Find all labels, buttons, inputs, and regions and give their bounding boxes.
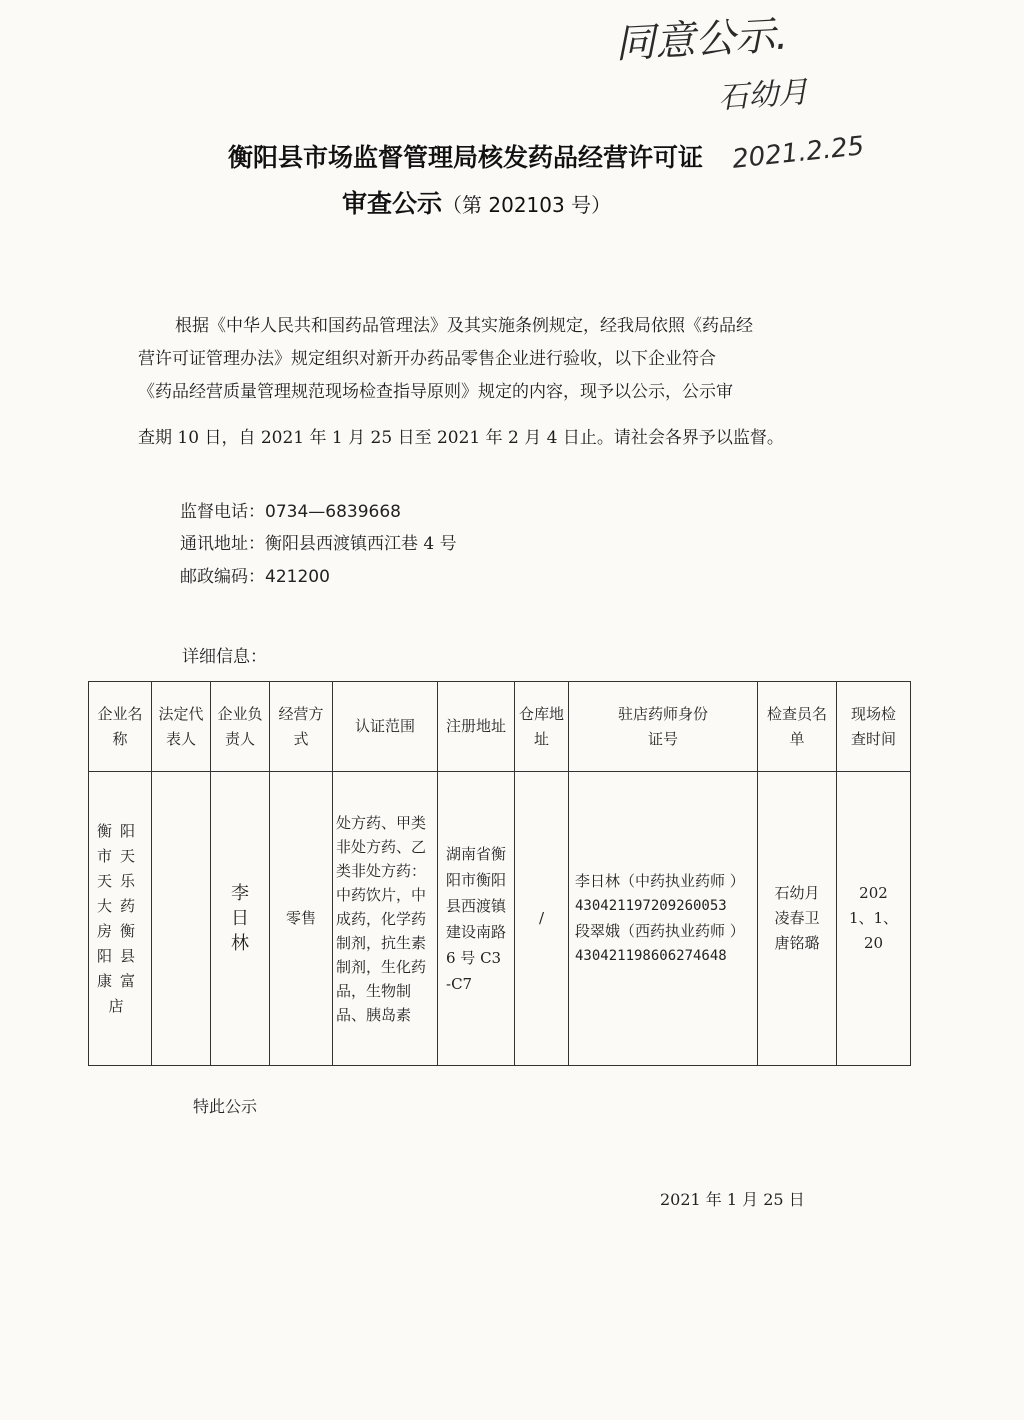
cell-inspection-time: 2021、1、20 xyxy=(837,772,911,1066)
inspector-1: 石幼月 xyxy=(774,884,820,902)
header-reg-address: 注册地址 xyxy=(438,682,515,772)
phone-value: 0734—6839668 xyxy=(265,502,401,522)
cell-pharmacist xyxy=(569,772,758,1066)
closing-text: 特此公示 xyxy=(193,1097,258,1116)
postcode-label: 邮政编码： xyxy=(180,567,265,587)
inspector-3: 唐铭璐 xyxy=(774,934,820,952)
license-table xyxy=(88,681,911,1066)
handwritten-approval: 同意公示. xyxy=(614,12,789,68)
header-pharmacist: 驻店药师身份证号 xyxy=(569,682,758,772)
address-value: 衡阳县西渡镇西江巷 4 号 xyxy=(265,534,457,554)
cell-inspectors xyxy=(758,772,837,1066)
postcode-value: 421200 xyxy=(265,567,330,587)
handwritten-signature: 石幼月 xyxy=(717,74,810,117)
body-line-2: 营许可证管理办法》规定组织对新开办药品零售企业进行验收，以下企业符合 xyxy=(138,349,716,369)
document-subtitle xyxy=(342,184,611,220)
header-business-mode: 经营方式 xyxy=(270,682,333,772)
subtitle-main: 审查公示 xyxy=(342,189,443,218)
cell-scope: 处方药、甲类非处方药、乙类非处方药：中药饮片，中成药，化学药制剂，抗生素制剂，生化药品，生物制品、胰岛素 xyxy=(333,772,438,1066)
cell-company: 衡阳市天天乐大药房衡阳县康富店 xyxy=(89,772,152,1066)
address-row xyxy=(180,530,457,558)
body-line-3: 《药品经营质量管理规范现场检查指导原则》规定的内容，现予以公示，公示审 xyxy=(138,382,733,402)
body-line-4: 查期 10 日，自 2021 年 1 月 25 日至 2021 年 2 月 4 日止。请社会各界予以监督。 xyxy=(138,428,784,448)
pharmacist-2-name: 段翠娥（西药执业药师 ） xyxy=(575,921,745,940)
header-person-in-charge: 企业负责人 xyxy=(211,682,270,772)
table-header-row xyxy=(89,682,911,772)
cell-person-in-charge: 李日林 xyxy=(211,772,270,1066)
cell-legal-rep xyxy=(152,772,211,1066)
header-inspectors: 检查员名单 xyxy=(758,682,837,772)
table-row xyxy=(89,772,911,1066)
header-inspection-time: 现场检查时间 xyxy=(837,682,911,772)
header-scope: 认证范围 xyxy=(333,682,438,772)
subtitle-number: （第 202103 号） xyxy=(442,193,612,217)
inspector-2: 凌春卫 xyxy=(774,909,820,927)
header-company: 企业名称 xyxy=(89,682,152,772)
phone-row xyxy=(180,498,401,526)
pharmacist-1-id: 430421197209260053 xyxy=(575,897,727,914)
header-legal-rep: 法定代表人 xyxy=(152,682,211,772)
handwritten-date: 2021.2.25 xyxy=(730,131,866,175)
cell-reg-address: 湖南省衡阳市衡阳县西渡镇建设南路 6 号 C3-C7 xyxy=(438,772,515,1066)
address-label: 通讯地址： xyxy=(180,534,265,554)
phone-label: 监督电话： xyxy=(180,502,265,522)
postcode-row xyxy=(180,563,330,591)
header-warehouse: 仓库地址 xyxy=(515,682,569,772)
body-line-1: 根据《中华人民共和国药品管理法》及其实施条例规定，经我局依照《药品经 xyxy=(175,316,753,336)
details-label: 详细信息： xyxy=(182,647,267,667)
footer-date: 2021 年 1 月 25 日 xyxy=(660,1190,805,1209)
document-title: 衡阳县市场监督管理局核发药品经营许可证 xyxy=(228,143,704,172)
cell-warehouse: / xyxy=(515,772,569,1066)
pharmacist-2-id: 430421198606274648 xyxy=(575,947,727,964)
cell-business-mode: 零售 xyxy=(270,772,333,1066)
pharmacist-1-name: 李日林（中药执业药师 ） xyxy=(575,871,745,890)
